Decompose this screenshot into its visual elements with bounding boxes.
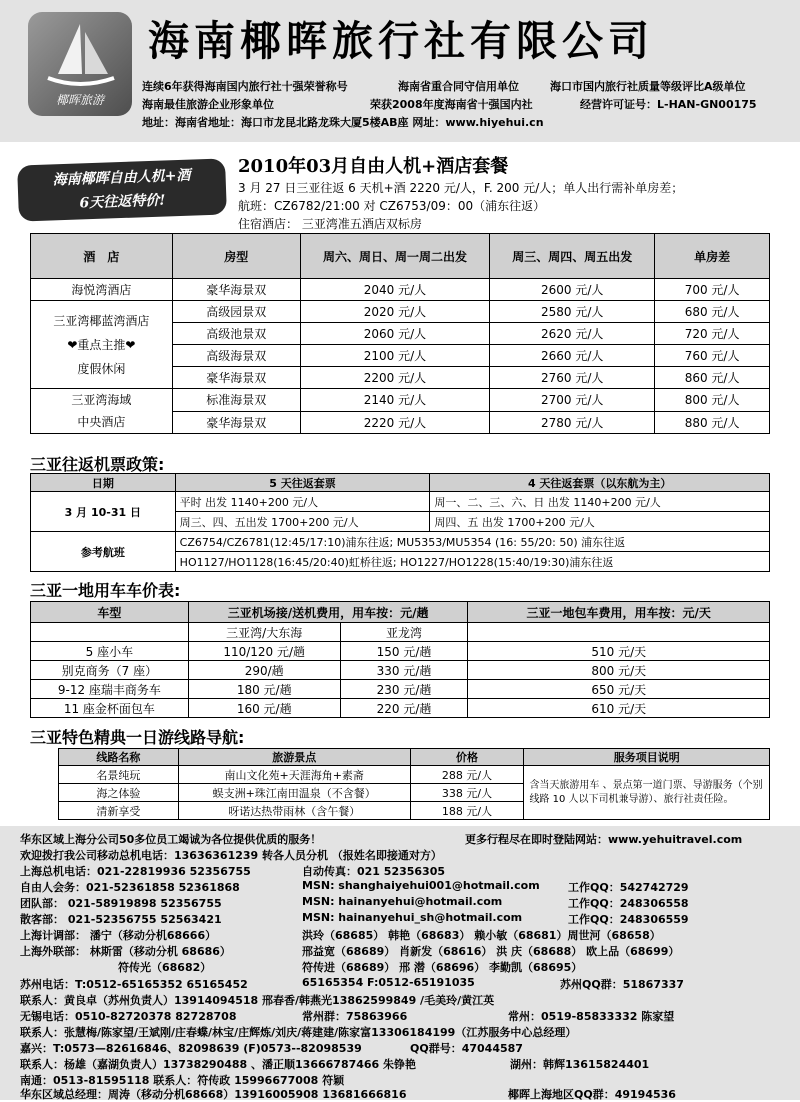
price-sanya-bay: 160 元/趟 (188, 699, 340, 718)
honor-2: 海南省重合同守信用单位 (398, 80, 519, 93)
col-weekday-price: 周三、周四、周五出发 (490, 234, 655, 279)
liaison-staff-extra: 符传光（68682） (118, 961, 212, 974)
col-price: 价格 (410, 749, 524, 766)
price-per-day: 800 元/天 (468, 661, 770, 680)
price-weekend: 2040 元/人 (300, 279, 490, 301)
room-type: 高级池景双 (172, 323, 300, 345)
col-spots: 旅游景点 (178, 749, 410, 766)
col-5day: 5 天往返套票 (175, 474, 430, 492)
service-description: 含当天旅游用车 、景点第一道门票、导游服务（个别线路 10 人以下司机兼导游）、旅行社责任险。 (524, 766, 770, 820)
tours-section-title: 三亚特色精典一日游线路导航: (30, 728, 245, 747)
promo-line-1: 3 月 27 日三亚往返 6 天机+酒 2220 元/人，F. 200 元/人；单人出行需补单房差； (238, 181, 684, 195)
table-header-row (31, 234, 770, 279)
company-logo (28, 12, 132, 116)
msn-2[interactable]: MSN: hainanyehui@hotmail.com (302, 895, 503, 908)
planning-staff: 洪玲（68685） 韩艳（68683） 赖小敏（68681）周世河（68658） (302, 929, 661, 942)
contact-panel (0, 826, 800, 1100)
fare-5day: 平时 出发 1140+200 元/人 (175, 492, 430, 512)
group-dept-phone: 团队部： 021-58919898 52356755 (20, 897, 222, 910)
price-yalong-bay: 220 元/趟 (340, 699, 468, 718)
car-section-title: 三亚一地用车车价表: (30, 581, 181, 600)
col-car-type: 车型 (31, 602, 189, 623)
price-per-day: 510 元/天 (468, 642, 770, 661)
single-supplement: 680 元/人 (655, 301, 770, 323)
qq-2: 工作QQ：248306558 (568, 897, 689, 910)
table-row (31, 492, 770, 512)
logo-text: 椰晖旅游 (55, 93, 104, 107)
liaison-staff-2: 符传进（68689） 邢 潜（68696） 李勤凯（68695） (302, 961, 583, 974)
price-yalong-bay: 330 元/趟 (340, 661, 468, 680)
route-spots: 呀诺达热带雨林（含午餐） (178, 802, 410, 820)
price-sanya-bay: 290/趟 (188, 661, 340, 680)
table-row (31, 642, 770, 661)
suzhou-contacts: 联系人：黄良卓（苏州负责人）13914094518 邢春香/韩燕光13862599849 /毛美玲/黄江英 (20, 994, 495, 1007)
price-sanya-bay: 180 元/趟 (188, 680, 340, 699)
suzhou-phone: 苏州电话：T:0512-65165352 65165452 (20, 978, 248, 991)
website-link[interactable]: 更多行程尽在即时登陆网站：www.yehuitravel.com (465, 833, 743, 846)
day-tour-table (58, 748, 770, 820)
col-date: 日期 (31, 474, 176, 492)
general-manager: 华东区域总经理：周涛（移动分机68668）13916005908 13681666816 (20, 1088, 407, 1101)
promo-flight: 航班：CZ6782/21:00 对 CZ6753/09：00（浦东往返） (238, 199, 546, 213)
price-per-day: 610 元/天 (468, 699, 770, 718)
price-weekday: 2600 元/人 (490, 279, 655, 301)
hotel-name-line: 中央酒店 (77, 415, 126, 429)
address: 地址：海南省地址：海口市龙昆北路龙珠大厦5楼AB座 网址：www.hiyehui.cn (142, 116, 544, 129)
sub-col-sanya-bay: 三亚湾/大东海 (188, 623, 340, 642)
price-weekday: 2620 元/人 (490, 323, 655, 345)
honor-3: 海口市国内旅行社质量等级评比A级单位 (550, 80, 746, 93)
route-name: 海之体验 (59, 784, 179, 802)
single-supplement: 760 元/人 (655, 345, 770, 367)
col-route-name: 线路名称 (59, 749, 179, 766)
shanghai-main-phone: 上海总机电话：021-22819936 52356755 (20, 865, 251, 878)
col-single-supplement: 单房差 (655, 234, 770, 279)
flight-policy-table (30, 473, 770, 572)
col-service: 服务项目说明 (524, 749, 770, 766)
fare-5day: 周三、四、五出发 1700+200 元/人 (175, 512, 430, 532)
suzhou-fax: 65165354 F:0512-65191035 (302, 976, 475, 989)
suzhou-qq-group: 苏州QQ群：51867337 (560, 978, 684, 991)
room-type: 标准海景双 (172, 389, 300, 412)
shanghai-qq-group: 椰晖上海地区QQ群：49194536 (508, 1088, 676, 1101)
hotel-note: 度假休闲 (77, 361, 126, 376)
room-type: 高级海景双 (172, 345, 300, 367)
empty-cell (468, 623, 770, 642)
price-weekend: 2200 元/人 (300, 367, 490, 389)
price-weekday: 2760 元/人 (490, 367, 655, 389)
qq-1: 工作QQ：542742729 (568, 881, 689, 894)
col-weekend-price: 周六、周日、周一周二出发 (300, 234, 490, 279)
room-type: 豪华海景双 (172, 367, 300, 389)
jiangsu-contacts: 联系人：张慧梅/陈家望/王斌刚/庄春蝶/林宝/庄辉炼/刘庆/蒋建建/陈家富13306184199（江苏服务中心总经理） (20, 1026, 577, 1039)
promo-title: 2010年03月自由人机+酒店套餐 (238, 156, 509, 177)
table-row (31, 532, 770, 552)
room-type: 高级园景双 (172, 301, 300, 323)
badge-line-2: 6天往返特价! (79, 192, 166, 212)
col-hotel: 酒 店 (31, 234, 173, 279)
mobile-switchboard: 欢迎拨打我公司移动总机电话：13636361239 转各人员分机 （报姓名即接通对方） (20, 849, 442, 862)
hotel-price-table (30, 233, 770, 434)
liaison-staff: 邢益宽（68689） 肖新发（68616） 洪 庆（68688） 欧上品（68699） (302, 945, 680, 958)
route-price: 288 元/人 (410, 766, 524, 784)
single-supplement: 720 元/人 (655, 323, 770, 345)
changzhou-group: 常州群：75863966 (302, 1010, 408, 1023)
col-4day: 4 天往返套票（以东航为主） (430, 474, 770, 492)
route-name: 清新享受 (59, 802, 179, 820)
badge-line-1: 海南椰晖自由人机+酒 (52, 167, 191, 189)
car-type: 9-12 座瑞丰商务车 (31, 680, 189, 699)
hotel-name (31, 389, 173, 434)
sailboat-icon (28, 12, 132, 92)
single-supplement: 860 元/人 (655, 367, 770, 389)
col-day-charter: 三亚一地包车费用，用车按：元/天 (468, 602, 770, 623)
fare-4day: 周四、五 出发 1700+200 元/人 (430, 512, 770, 532)
sub-col-yalong-bay: 亚龙湾 (340, 623, 468, 642)
nantong-contact: 南通：0513-81595118 联系人：符传政 15996677008 符颖 (20, 1074, 345, 1087)
hotel-name-line: 三亚湾椰蓝湾酒店 (53, 313, 150, 328)
table-row (31, 680, 770, 699)
featured-tag: ❤重点主推❤ (67, 337, 136, 352)
reference-flight: CZ6754/CZ6781(12:45/17:10)浦东往返; MU5353/MU5354 (16: 55/20: 50) 浦东往返 (175, 532, 769, 552)
hotel-name (31, 301, 173, 389)
planning-dept: 上海计调部： 潘宁（移动分机68666） (20, 929, 217, 942)
flight-section-title: 三亚往返机票政策: (30, 455, 165, 474)
reference-flights-label: 参考航班 (31, 532, 176, 572)
car-type: 11 座金杯面包车 (31, 699, 189, 718)
room-type: 豪华海景双 (172, 279, 300, 301)
price-weekend: 2140 元/人 (300, 389, 490, 412)
price-sanya-bay: 110/120 元/趟 (188, 642, 340, 661)
price-weekday: 2580 元/人 (490, 301, 655, 323)
route-price: 338 元/人 (410, 784, 524, 802)
route-spots: 蜈支洲+珠江南田温泉（不含餐） (178, 784, 410, 802)
promo-badge (17, 158, 227, 221)
reference-flight: HO1127/HO1128(16:45/20:40)虹桥往返; HO1227/HO1228(15:40/19:30)浦东往返 (175, 552, 769, 572)
table-header-row (59, 749, 770, 766)
single-supplement: 800 元/人 (655, 389, 770, 412)
table-row (31, 661, 770, 680)
jiaxing-qq-group: QQ群号：47044587 (410, 1042, 523, 1055)
single-supplement: 880 元/人 (655, 411, 770, 434)
price-yalong-bay: 150 元/趟 (340, 642, 468, 661)
table-row (31, 699, 770, 718)
car-type: 别克商务（7 座） (31, 661, 189, 680)
changzhou-phone: 常州：0519-85833332 陈家望 (508, 1010, 675, 1023)
qq-3: 工作QQ：248306559 (568, 913, 689, 926)
route-spots: 南山文化苑+天涯海角+素斋 (178, 766, 410, 784)
header-banner (0, 0, 800, 142)
hotel-name: 海悦湾酒店 (31, 279, 173, 301)
msn-1[interactable]: MSN: shanghaiyehui001@hotmail.com (302, 879, 540, 892)
hotel-name-line: 三亚湾海域 (71, 393, 132, 407)
huzhou-contact: 湖州：韩辉13615824401 (510, 1058, 650, 1071)
wuxi-phone: 无锡电话：0510-82720378 82728708 (20, 1010, 237, 1023)
jiaxing-contacts: 联系人：杨雄（嘉湖负责人）13738290488 、潘正顺13666787466 朱铮艳 (20, 1058, 417, 1071)
col-room: 房型 (172, 234, 300, 279)
price-weekend: 2220 元/人 (300, 411, 490, 434)
price-yalong-bay: 230 元/趟 (340, 680, 468, 699)
license-number: 经营许可证号：L-HAN-GN00175 (580, 98, 757, 111)
col-airport-transfer: 三亚机场接/送机费用，用车按：元/趟 (188, 602, 468, 623)
route-price: 188 元/人 (410, 802, 524, 820)
table-row (31, 623, 770, 642)
table-header-row (31, 474, 770, 492)
fare-4day: 周一、二、三、六、日 出发 1140+200 元/人 (430, 492, 770, 512)
liaison-dept: 上海外联部： 林斯雷（移动分机 68686） (20, 945, 231, 958)
table-row (31, 389, 770, 412)
auto-fax: 自动传真：021 52356305 (302, 865, 446, 878)
single-supplement: 700 元/人 (655, 279, 770, 301)
individual-dept-phone: 散客部： 021-52356755 52563421 (20, 913, 222, 926)
car-type: 5 座小车 (31, 642, 189, 661)
price-weekday: 2700 元/人 (490, 389, 655, 412)
room-type: 豪华海景双 (172, 411, 300, 434)
honor-4: 海南最佳旅游企业形象单位 (142, 98, 274, 111)
date-range: 3 月 10-31 日 (31, 492, 176, 532)
company-name: 海南椰晖旅行社有限公司 (148, 17, 654, 65)
price-weekend: 2100 元/人 (300, 345, 490, 367)
jiaxing-phone: 嘉兴：T:0573—82616846、82098639 (F)0573--82098539 (20, 1042, 362, 1055)
price-weekday: 2660 元/人 (490, 345, 655, 367)
msn-3[interactable]: MSN: hainanyehui_sh@hotmail.com (302, 911, 523, 924)
route-name: 名景纯玩 (59, 766, 179, 784)
price-per-day: 650 元/天 (468, 680, 770, 699)
service-intro: 华东区域上海分公司50多位员工竭诚为各位提供优质的服务！ (20, 833, 322, 846)
table-row (31, 301, 770, 323)
table-row (31, 279, 770, 301)
honor-5: 荣获2008年度海南省十强国内社 (370, 98, 533, 111)
honor-1: 连续6年获得海南国内旅行社十强荣誉称号 (142, 80, 348, 93)
price-weekend: 2060 元/人 (300, 323, 490, 345)
car-price-table (30, 601, 770, 718)
price-weekday: 2780 元/人 (490, 411, 655, 434)
empty-cell (31, 623, 189, 642)
table-row (59, 766, 770, 784)
table-header-row (31, 602, 770, 623)
price-weekend: 2020 元/人 (300, 301, 490, 323)
fit-dept-phone: 自由人会务：021-52361858 52361868 (20, 881, 240, 894)
promo-hotel: 住宿酒店： 三亚湾准五酒店双标房 (238, 217, 422, 231)
